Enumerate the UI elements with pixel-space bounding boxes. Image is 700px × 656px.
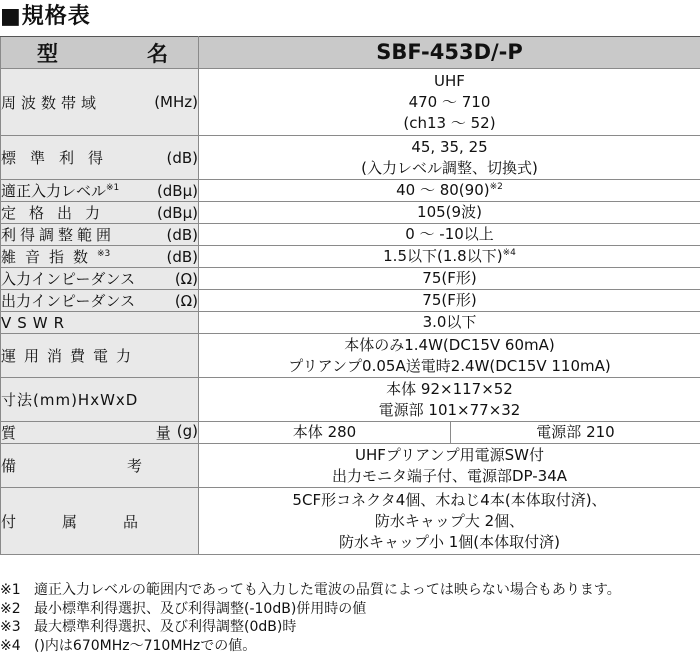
table-row [1,422,700,444]
accessories-value-1: 5CF形コネクタ4個、木ねじ4本(本体取付済)、 [292,490,607,509]
accessories-value [199,488,700,555]
table-row [1,312,700,334]
power-value [199,334,700,378]
size-value-1: 本体 92×117×52 [386,379,513,398]
footnote-mark: ※1 [0,582,21,598]
footnote [0,618,700,637]
noise-value-mark: ※4 [502,248,516,258]
page-title: ■規格表 [0,4,91,29]
gain-value-1: 45, 35, 25 [411,137,488,156]
mass-psu-value: 電源部 210 [451,422,700,444]
remarks-value-2: 出力モニタ端子付、電源部DP-34A [331,466,568,485]
footnote [0,637,700,656]
footnote [0,600,700,619]
remarks-label-left: 備 [1,457,17,475]
row-label [1,69,199,136]
freq-unit: (MHz) [154,93,198,111]
out-imp-label: 出力インピーダンス [1,292,136,310]
mass-body-value: 本体 280 [199,422,451,444]
power-value-1: 本体のみ1.4W(DC15V 60mA) [344,335,555,354]
gain-label: 標準利得 [1,149,118,167]
table-row [1,136,700,180]
out-imp-unit: (Ω) [174,291,198,310]
power-value-2: プリアンプ0.05A送電時2.4W(DC15V 110mA) [288,356,611,375]
noise-value: 1.5以下(1.8以下) [383,247,503,265]
adjust-value: 0 ～ -10以上 [199,224,700,246]
gain-value [199,136,700,180]
in-imp-label: 入力インピーダンス [1,270,136,288]
noise-label: 雑音指数 [1,248,98,266]
table-row [1,202,700,224]
size-value-2: 電源部 101×77×32 [378,400,521,419]
in-imp-unit: (Ω) [174,269,198,288]
footnote-text: 最大標準利得選択、及び利得調整(0dB)時 [34,619,297,635]
output-value: 105(9波) [199,202,700,224]
spec-table [0,36,700,555]
size-label: 寸法(mm)HxWxD [1,391,139,409]
footnote-mark: ※4 [0,637,21,654]
freq-value-1: UHF [434,71,465,90]
table-row [1,290,700,312]
remarks-label-right: 考 [126,457,142,475]
adjust-unit: (dB) [166,225,198,244]
adjust-label: 利得調整範囲 [1,226,116,244]
footnote-text: 最小標準利得選択、及び利得調整(-10dB)併用時の値 [34,600,367,617]
footnote [0,581,700,600]
out-imp-value: 75(F形) [199,290,700,312]
table-row [1,444,700,488]
mass-label-right: 量 [155,424,171,442]
footnote-text: 適正入力レベルの範囲内であっても入力した電波の品質によっては映らない場合もあります。 [34,582,621,598]
header-label-left: 型 [37,41,58,66]
footnote-mark: ※3 [0,619,21,635]
in-imp-value: 75(F形) [199,268,700,290]
output-unit: (dBμ) [156,203,198,222]
header-label-cell [1,37,199,69]
model-name: SBF-453D/-P [199,37,700,69]
mass-label-left: 質 [1,424,17,442]
vswr-value: 3.0以下 [199,312,700,334]
freq-value-2: 470 ～ 710 [408,92,491,111]
footnote-mark: ※2 [0,600,21,617]
input-label: 適正入力レベル [1,182,107,200]
table-row [1,69,700,136]
input-value: 40 ～ 80(90) [396,181,490,199]
remarks-value [199,444,700,488]
gain-unit: (dB) [166,148,198,167]
freq-label: 周波数帯域 [1,93,102,112]
table-row [1,334,700,378]
input-value-mark: ※2 [489,182,503,192]
noise-unit: (dB) [166,247,198,266]
input-mark: ※1 [106,183,120,193]
remarks-value-1: UHFプリアンプ用電源SW付 [354,445,545,464]
freq-value-3: (ch13 ～ 52) [403,113,496,132]
gain-value-2: (入力レベル調整、切換式) [361,158,538,177]
table-row [1,246,700,268]
output-label: 定格出力 [1,204,114,222]
footnotes [0,581,700,655]
mass-unit: (g) [176,422,198,440]
accessories-label: 付属品 [1,512,185,531]
table-row [1,224,700,246]
table-row [1,268,700,290]
table-row [1,378,700,422]
size-value [199,378,700,422]
power-label: 運用消費電力 [1,347,140,365]
freq-value [199,69,700,136]
noise-mark: ※3 [97,249,111,259]
accessories-value-3: 防水キャップ小 1個(本体取付済) [338,532,561,551]
input-unit: (dBμ) [156,181,198,200]
vswr-label: VSWR [1,313,71,332]
table-row [1,180,700,202]
table-header-row [1,37,700,69]
accessories-value-2: 防水キャップ大 2個、 [374,511,525,530]
table-row [1,488,700,555]
footnote-text: ()内は670MHz～710MHzでの値。 [34,637,257,654]
header-label-right: 名 [147,41,168,66]
